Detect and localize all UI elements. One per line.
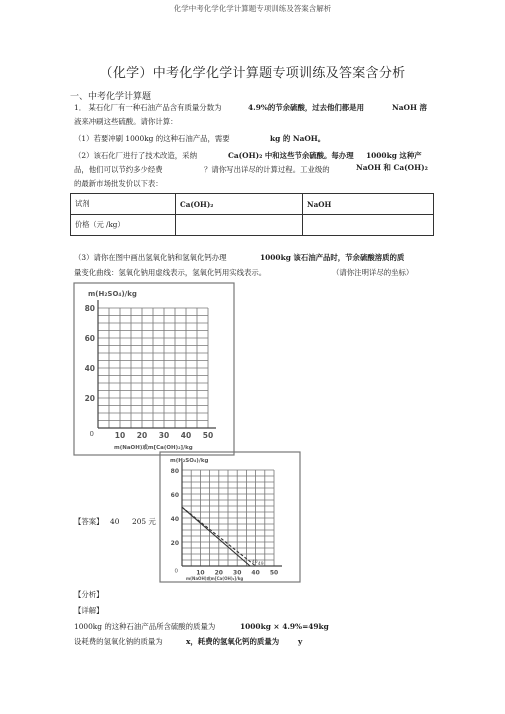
- q1-part2a: （2）该石化厂进行了技术改造，采纳: [74, 151, 197, 160]
- q3-line1b: 1000kg 该石油产品时，节余硫酸溶质的质: [260, 253, 405, 262]
- answer-chart: [160, 452, 300, 582]
- price-table: [70, 193, 434, 236]
- answer-value-2: 205 元: [132, 517, 156, 526]
- x-tick-label: 50: [269, 569, 279, 577]
- q1-part1b: kg 的 NaOH。: [270, 134, 326, 143]
- x-axis-label: m(NaOH)或m[Ca(OH)₂]/kg: [114, 445, 193, 451]
- q3-line2a: 量变化曲线：氢氧化钠用虚线表示，氢氧化钙用实线表示。: [74, 268, 267, 277]
- x-tick-label: 50: [202, 431, 214, 440]
- y-tick-label: 60: [170, 492, 179, 499]
- q1-part2f: NaOH 和 Ca(OH)₂: [356, 163, 428, 172]
- table-header-cell: NaOH: [303, 194, 434, 215]
- answer-value-1: 40: [110, 517, 120, 526]
- document-title: （化学）中考化学化学计算题专项训练及答案含分析: [99, 66, 406, 81]
- q1-part2c: 1000kg 这种产: [366, 151, 422, 160]
- caoh2-solid-line: [182, 507, 250, 566]
- q1-part2d: 品，他们可以节约多少经费: [74, 165, 163, 174]
- q3-line1a: （3）请你在图中画出氢氧化钠和氢氧化钙办理: [74, 253, 227, 262]
- blank-chart: [74, 283, 234, 455]
- solution-line2c: y: [298, 637, 303, 646]
- y-tick-label: 40: [84, 364, 95, 373]
- analysis-label: 【分析】: [74, 590, 104, 599]
- solution-line2a: 设耗费的氢氧化钠的质量为: [74, 637, 163, 646]
- x-tick-label: 20: [214, 569, 223, 577]
- q1-line1a: 1． 某石化厂有一种石油产品含有质量分数为: [74, 103, 222, 112]
- x-tick-label: 30: [233, 569, 242, 577]
- y-tick-label: 80: [84, 304, 95, 313]
- y-axis-label: m(H₂SO₄)/kg: [88, 290, 137, 298]
- solution-line2b: x，耗费的氢氧化钙的质量为: [186, 637, 280, 646]
- table-header-cell: 试剂: [71, 194, 176, 215]
- table-row-label: 价格（元 /kg）: [71, 215, 176, 236]
- x-tick-label: 10: [196, 569, 205, 577]
- y-tick-label: 40: [170, 516, 179, 523]
- q3-line2b: （请你注明详尽的坐标）: [332, 268, 414, 277]
- q1-part2e: ？请你写出详尽的计算过程。工业级的: [204, 165, 330, 174]
- y-tick-label: 20: [84, 394, 95, 403]
- y-tick-label: 20: [170, 540, 179, 547]
- page-header: 化学中考化学化学计算题专项训练及答案含解析: [173, 4, 332, 13]
- y-axis-label: m(H₂SO₄)/kg: [170, 458, 209, 464]
- x-tick-label: 40: [180, 431, 192, 440]
- q1-line2: 液来冲刷这些硫酸。请你计算：: [74, 117, 178, 126]
- origin-label: 0: [174, 568, 178, 575]
- q1-line1c: NaOH 溶: [392, 103, 427, 112]
- x-tick-label: 40: [251, 569, 260, 577]
- answer-label: 【答案】: [74, 517, 104, 526]
- table-header-row: [71, 194, 434, 215]
- x-tick-label: 10: [114, 431, 126, 440]
- solution-line1b: 1000kg × 4.9%=49kg: [240, 622, 329, 631]
- x-tick-label: 20: [136, 431, 148, 440]
- origin-label: 0: [89, 430, 94, 438]
- section-heading: 一、中考化学计算题: [70, 92, 152, 102]
- detail-label: 【详解】: [74, 606, 104, 615]
- chart-frame: [160, 452, 300, 582]
- y-tick-label: 60: [84, 334, 95, 343]
- table-header-cell: Ca(OH)₂: [176, 194, 303, 215]
- table-cell: [303, 215, 434, 236]
- y-tick-label: 80: [170, 468, 179, 475]
- q1-part2b: Ca(OH)₂ 中和这些节余硫酸。每办理: [228, 151, 354, 160]
- solution-line1a: 1000kg 的这种石油产品所含硫酸的质量为: [74, 622, 216, 631]
- point-label: 49: [257, 562, 264, 567]
- x-tick-label: 30: [158, 431, 170, 440]
- q1-line1b: 4.9%的节余硫酸，过去他们都是用: [248, 103, 364, 112]
- point-label: 40: [251, 560, 258, 565]
- table-row: [71, 215, 434, 236]
- table-cell: [176, 215, 303, 236]
- q1-part2g: 的最新市场批发价以下表：: [74, 179, 163, 188]
- x-axis-label: m(NaOH)或m[Ca(OH)₂]/kg: [186, 576, 244, 581]
- q1-part1a: （1）若要冲刷 1000kg 的这种石油产品，需要: [74, 134, 230, 143]
